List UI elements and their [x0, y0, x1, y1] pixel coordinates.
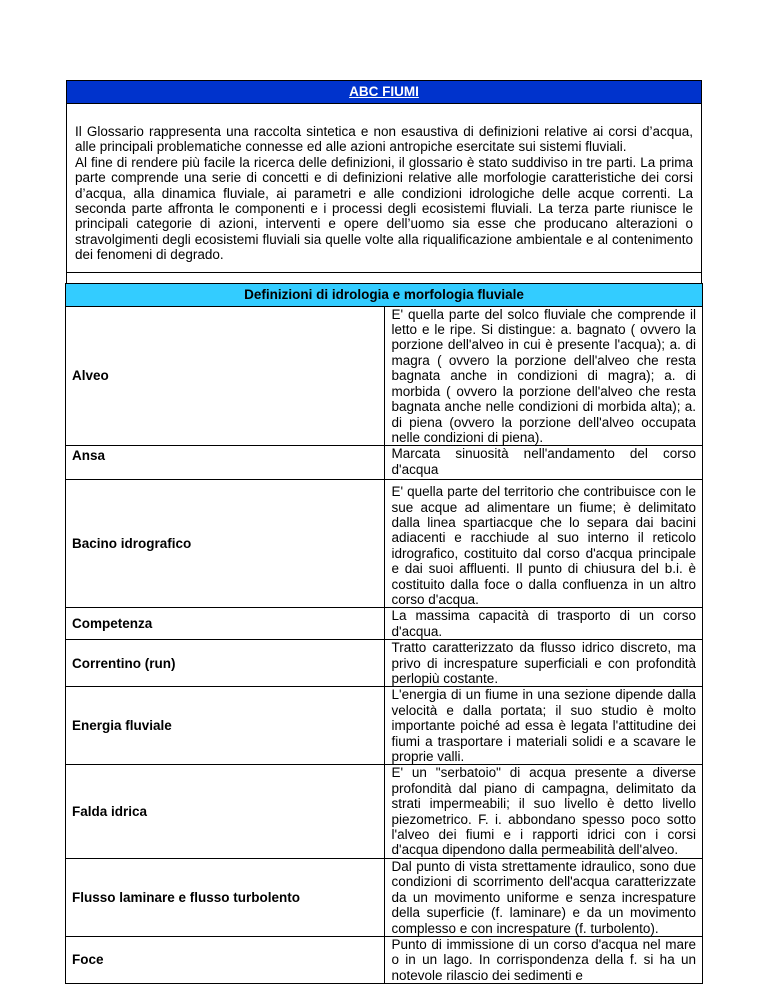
term-cell: Correntino (run)	[66, 640, 385, 687]
table-row	[66, 687, 703, 765]
table-row	[66, 936, 703, 983]
table-row	[66, 480, 703, 608]
table-row	[66, 640, 703, 687]
definition-cell: Marcata sinuosità nell'andamento del corso d'acqua	[384, 446, 703, 480]
document-title: ABC FIUMI	[349, 84, 419, 99]
definition-cell: E' un "serbatoio" di acqua presente a diverse profondità dal piano di campagna, delimitato da strati impermeabili; il suo livello è detto livello piezometrico. F. i. abbondano spesso poco sotto l'alveo dei fiumi e i rapporti idrici con i corsi d'acqua dipendono dalla permeabilità dell'alveo.	[384, 765, 703, 858]
definition-cell: Dal punto di vista strettamente idraulico, sono due condizioni di scorrimento dell'acqua caratterizzate da un movimento uniforme e senza increspature della superficie (f. laminare) e da un movimento complesso e con increspature (f. turbolento).	[384, 858, 703, 936]
term-cell: Alveo	[66, 306, 385, 446]
definition-cell: Punto di immissione di un corso d'acqua nel mare o in un lago. In corrispondenza della f. si ha un notevole rilascio dei sedimenti e	[384, 936, 703, 983]
table-row	[66, 608, 703, 640]
definition-cell: E' quella parte del territorio che contribuisce con le sue acque ad alimentare un fiume; è delimitato dalla linea spartiacque che lo separa dai bacini adiacenti e racchiude al suo interno il reticolo idrografico, costituito dal corso d'acqua principale e dai suoi affluenti. Il punto di chiusura del b.i. è costituito dalla foce o dalla confluenza in un altro corso d'acqua.	[384, 480, 703, 608]
term-cell: Flusso laminare e flusso turbolento	[66, 858, 385, 936]
glossary-table	[65, 283, 703, 984]
document-header	[66, 80, 702, 104]
term-cell: Bacino idrografico	[66, 480, 385, 608]
term-cell: Competenza	[66, 608, 385, 640]
table-row	[66, 446, 703, 480]
definition-cell: La massima capacità di trasporto di un corso d'acqua.	[384, 608, 703, 640]
section-header: Definizioni di idrologia e morfologia fluviale	[66, 283, 703, 306]
intro-paragraph-2: Al fine di rendere più facile la ricerca delle definizioni, il glossario è stato suddiviso in tre parti. La prima parte comprende una serie di concetti e di definizioni relative alle morfologie caratteristiche dei corsi d’acqua, alla dinamica fluviale, ai parametri e alle condizioni idrologiche delle acque correnti. La seconda parte affronta le componenti e i processi degli ecosistemi fluviali. La terza parte riunisce le principali categorie di azioni, interventi e opere dell’uomo sia esse che producano alterazioni o stravolgimenti degli ecosistemi fluviali sia quelle volte alla riqualificazione ambientale e al contenimento dei fenomeni di degrado.	[75, 154, 693, 263]
term-cell: Ansa	[66, 446, 385, 480]
term-cell: Energia fluviale	[66, 687, 385, 765]
term-cell: Falda idrica	[66, 765, 385, 858]
definition-cell: Tratto caratterizzato da flusso idrico discreto, ma privo di increspature superficiali e con profondità perlopiù costante.	[384, 640, 703, 687]
definition-cell: E' quella parte del solco fluviale che comprende il letto e le ripe. Si distingue: a. bagnato ( ovvero la porzione dell'alveo in cui è presente l'acqua); a. di magra ( ovvero la porzione dell'alveo che resta bagnata anche in condizioni di magra); a. di morbida ( ovvero la porzione dell'alveo che resta bagnata anche nelle condizioni di morbida alta); a. di piena (ovvero la porzione dell'alveo occupata nelle condizioni di piena).	[384, 306, 703, 446]
intro-box	[66, 104, 702, 273]
document	[66, 80, 702, 984]
term-cell: Foce	[66, 936, 385, 983]
table-row	[66, 306, 703, 446]
table-row	[66, 858, 703, 936]
table-row	[66, 765, 703, 858]
intro-paragraph-1: Il Glossario rappresenta una raccolta sintetica e non esaustiva di definizioni relative ai corsi d’acqua, alle principali problematiche connesse ed alle azioni antropiche esercitate sui sistemi fluviali.	[75, 124, 693, 155]
definition-cell: L'energia di un fiume in una sezione dipende dalla velocità e dalla portata; il suo studio è molto importante poiché ad essa è legata l'attitudine dei fiumi a trasportare i materiali solidi e a scavare le proprie valli.	[384, 687, 703, 765]
